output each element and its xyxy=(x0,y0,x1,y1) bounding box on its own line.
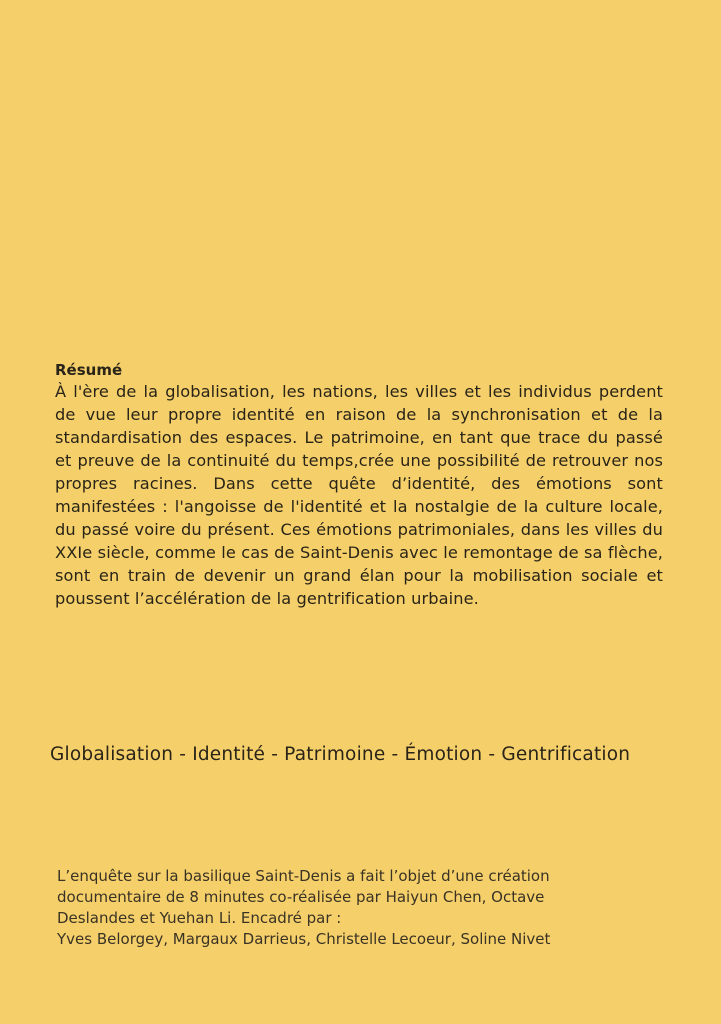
keywords-line: Globalisation - Identité - Patrimoine - Émotion - Gentrification xyxy=(50,744,631,765)
credits-section xyxy=(57,866,617,950)
abstract-section xyxy=(55,360,663,610)
credits-description: L’enquête sur la basilique Saint-Denis a fait l’objet d’une création documentaire de 8 minutes co-réalisée par Haiyun Chen, Octave Deslandes et Yuehan Li. Encadré par : xyxy=(57,867,550,927)
abstract-title: Résumé xyxy=(55,361,123,379)
abstract-body: À l'ère de la globalisation, les nations, les villes et les individus perdent de vue leur propre identité en raison de la synchronisation et de la standardisation des espaces. Le patrimoine, en tant que trace du passé et preuve de la continuité du temps,crée une possibilité de retrouver nos propres racines. Dans cette quête d’identité, des émotions sont manifestées : l'angoisse de l'identité et la nostalgie de la culture locale, du passé voire du présent. Ces émotions patrimoniales, dans les villes du XXIe siècle, comme le cas de Saint-Denis avec le remontage de sa flèche, sont en train de devenir un grand élan pour la mobilisation sociale et poussent l’accélération de la gentrification urbaine. xyxy=(55,382,663,608)
credits-supervisors: Yves Belorgey, Margaux Darrieus, Christelle Lecoeur, Soline Nivet xyxy=(57,930,551,948)
